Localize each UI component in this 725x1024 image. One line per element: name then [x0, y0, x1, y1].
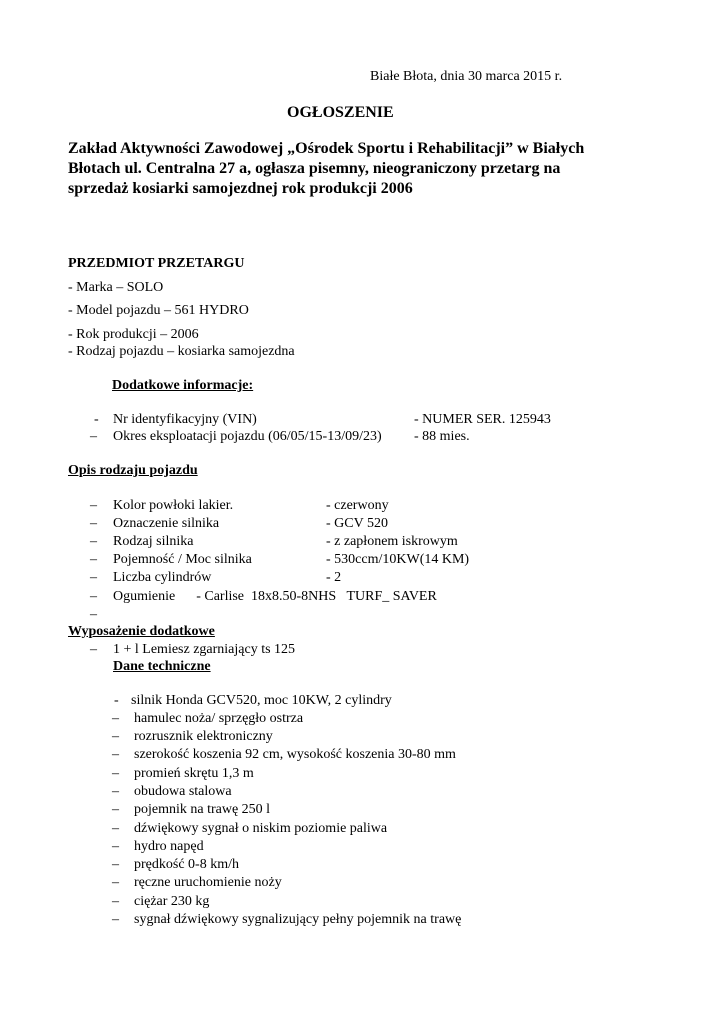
- przedmiot-item: - Marka – SOLO: [68, 280, 164, 295]
- dane-item: hamulec noża/ sprzęgło ostrza: [134, 711, 304, 726]
- opis-label: Liczba cylindrów: [113, 570, 212, 585]
- bullet-dash: –: [112, 821, 119, 836]
- dane-item: rozrusznik elektroniczny: [134, 729, 273, 744]
- dane-item: szerokość koszenia 92 cm, wysokość koszenia 30-80 mm: [134, 747, 456, 762]
- bullet-dash: –: [112, 912, 119, 927]
- dane-item: pojemnik na trawę 250 l: [134, 802, 271, 817]
- dane-item: silnik Honda GCV520, moc 10KW, 2 cylindry: [131, 693, 392, 708]
- opis-label: Rodzaj silnika: [113, 534, 194, 549]
- wyposazenie-item: 1 + l Lemiesz zgarniający ts 125: [113, 642, 296, 657]
- opis-value: - czerwony: [326, 498, 389, 513]
- bullet-dash: –: [112, 711, 119, 726]
- intro-line-2: Błotach ul. Centralna 27 a, ogłasza pisemny, nieograniczony przetarg na: [68, 160, 561, 177]
- bullet-dash: –: [90, 429, 97, 444]
- bullet-dash: -: [114, 693, 119, 708]
- opis-value: - GCV 520: [326, 516, 388, 531]
- bullet-dash: –: [112, 802, 119, 817]
- bullet-dash: –: [112, 784, 119, 799]
- dane-item: hydro napęd: [134, 839, 204, 854]
- opis-label: Pojemność / Moc silnika: [113, 552, 252, 567]
- okres-value: - 88 mies.: [414, 429, 470, 444]
- przedmiot-item: - Model pojazdu – 561 HYDRO: [68, 303, 249, 318]
- intro-line-3: sprzedaż kosiarki samojezdnej rok produkcji 2006: [68, 180, 413, 197]
- przedmiot-item: - Rodzaj pojazdu – kosiarka samojezdna: [68, 344, 295, 359]
- bullet-dash: –: [112, 857, 119, 872]
- dane-heading: Dane techniczne: [113, 659, 211, 674]
- opis-value: - 530ccm/10KW(14 KM): [326, 552, 470, 567]
- bullet-dash: –: [112, 839, 119, 854]
- opis-label: Oznaczenie silnika: [113, 516, 220, 531]
- intro-paragraph: [68, 139, 584, 199]
- dane-item: promień skrętu 1,3 m: [134, 766, 254, 781]
- bullet-dash: –: [90, 552, 97, 567]
- bullet-dash: –: [90, 607, 97, 622]
- bullet-dash: –: [90, 642, 97, 657]
- bullet-dash: -: [94, 412, 99, 427]
- vin-label: Nr identyfikacyjny (VIN): [113, 412, 257, 427]
- bullet-dash: –: [112, 894, 119, 909]
- bullet-dash: –: [112, 729, 119, 744]
- page-title: OGŁOSZENIE: [287, 104, 394, 121]
- dodatkowe-heading: Dodatkowe informacje:: [112, 378, 254, 393]
- opis-value: - z zapłonem iskrowym: [326, 534, 458, 549]
- dane-item: sygnał dźwiękowy sygnalizujący pełny pojemnik na trawę: [134, 912, 462, 927]
- bullet-dash: –: [112, 875, 119, 890]
- opis-heading: Opis rodzaju pojazdu: [68, 463, 198, 478]
- ogumienie-line: Ogumienie - Carlise 18x8.50-8NHS TURF_ SAVER: [113, 589, 437, 604]
- przedmiot-heading: PRZEDMIOT PRZETARGU: [68, 256, 245, 271]
- opis-label: Kolor powłoki lakier.: [113, 498, 234, 513]
- okres-label: Okres eksploatacji pojazdu (06/05/15-13/09/23): [113, 429, 382, 444]
- bullet-dash: –: [90, 570, 97, 585]
- bullet-dash: –: [112, 766, 119, 781]
- date-line: Białe Błota, dnia 30 marca 2015 r.: [370, 69, 563, 84]
- intro-line-1: Zakład Aktywności Zawodowej „Ośrodek Sportu i Rehabilitacji” w Białych: [68, 140, 585, 157]
- bullet-dash: –: [90, 589, 97, 604]
- dane-item: obudowa stalowa: [134, 784, 232, 799]
- dane-item: prędkość 0-8 km/h: [134, 857, 239, 872]
- vin-value: - NUMER SER. 125943: [414, 412, 551, 427]
- bullet-dash: –: [90, 516, 97, 531]
- bullet-dash: –: [90, 498, 97, 513]
- bullet-dash: –: [90, 534, 97, 549]
- dane-item: ręczne uruchomienie noży: [134, 875, 282, 890]
- opis-value: - 2: [326, 570, 342, 585]
- wyposazenie-heading: Wyposażenie dodatkowe: [68, 624, 215, 639]
- dane-item: ciężar 230 kg: [134, 894, 210, 909]
- dane-item: dźwiękowy sygnał o niskim poziomie paliwa: [134, 821, 388, 836]
- bullet-dash: –: [112, 747, 119, 762]
- przedmiot-item: - Rok produkcji – 2006: [68, 327, 199, 342]
